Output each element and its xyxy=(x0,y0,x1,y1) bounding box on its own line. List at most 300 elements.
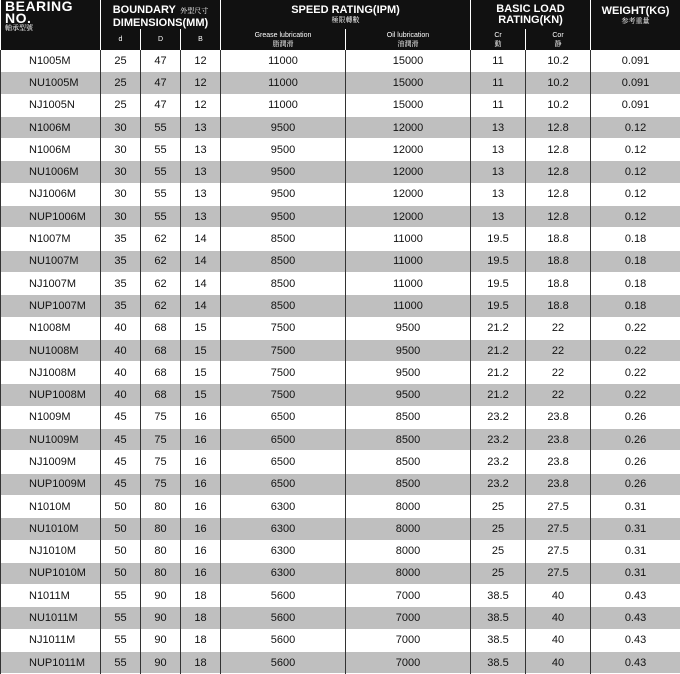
cell-oil: 9500 xyxy=(346,317,471,339)
cell-d: 40 xyxy=(101,317,141,339)
cell-b: 14 xyxy=(181,228,221,250)
cell-b: 12 xyxy=(181,50,221,72)
cell-d: 75 xyxy=(141,451,181,473)
cell-b: 13 xyxy=(181,206,221,228)
grease-cn-label: 脂潤滑 xyxy=(221,40,345,49)
cell-d: 90 xyxy=(141,607,181,629)
cell-d: 30 xyxy=(101,183,141,205)
cell-weight: 0.091 xyxy=(591,72,680,94)
cell-b: 13 xyxy=(181,161,221,183)
cell-b: 16 xyxy=(181,473,221,495)
table-row xyxy=(1,585,680,607)
cell-cr: 13 xyxy=(471,206,526,228)
cell-weight: 0.31 xyxy=(591,495,680,517)
cell-cor: 40 xyxy=(526,652,591,674)
table-row xyxy=(1,495,680,517)
weight-label: WEIGHT(KG) xyxy=(591,6,680,17)
cell-grease: 6300 xyxy=(221,518,346,540)
cell-oil: 9500 xyxy=(346,362,471,384)
table-row xyxy=(1,206,680,228)
cell-weight: 0.43 xyxy=(591,652,680,674)
cell-grease: 8500 xyxy=(221,228,346,250)
cell-b: 18 xyxy=(181,585,221,607)
cell-d: 55 xyxy=(141,183,181,205)
cell-cor: 40 xyxy=(526,607,591,629)
bearing-no-header xyxy=(1,0,101,50)
cell-grease: 6300 xyxy=(221,495,346,517)
cell-cor: 10.2 xyxy=(526,94,591,116)
cell-weight: 0.12 xyxy=(591,206,680,228)
cell-weight: 0.31 xyxy=(591,518,680,540)
cell-grease: 7500 xyxy=(221,339,346,361)
no-label: NO. xyxy=(5,12,100,24)
cell-name: NJ1009M xyxy=(1,451,101,473)
cell-weight: 0.26 xyxy=(591,429,680,451)
cell-name: N1005M xyxy=(1,50,101,72)
cell-b: 15 xyxy=(181,317,221,339)
cell-d: 50 xyxy=(101,540,141,562)
cell-d: 45 xyxy=(101,406,141,428)
cell-weight: 0.22 xyxy=(591,362,680,384)
cell-grease: 9500 xyxy=(221,116,346,138)
cell-oil: 8000 xyxy=(346,562,471,584)
cell-cor: 22 xyxy=(526,339,591,361)
cell-cr: 21.2 xyxy=(471,339,526,361)
cell-d: 68 xyxy=(141,362,181,384)
cell-d: 25 xyxy=(101,72,141,94)
table-row xyxy=(1,94,680,116)
cell-name: NU1010M xyxy=(1,518,101,540)
table-row xyxy=(1,139,680,161)
col-D-header: D xyxy=(141,29,181,50)
cell-oil: 9500 xyxy=(346,384,471,406)
cell-d: 55 xyxy=(141,161,181,183)
cell-cor: 18.8 xyxy=(526,295,591,317)
cell-oil: 9500 xyxy=(346,339,471,361)
cell-b: 13 xyxy=(181,183,221,205)
cell-cor: 22 xyxy=(526,362,591,384)
cell-b: 16 xyxy=(181,518,221,540)
cell-weight: 0.31 xyxy=(591,562,680,584)
cell-name: NU1007M xyxy=(1,250,101,272)
cell-name: NJ1007M xyxy=(1,272,101,294)
cell-d: 90 xyxy=(141,629,181,651)
cell-d: 55 xyxy=(101,607,141,629)
cell-cr: 13 xyxy=(471,161,526,183)
cell-oil: 8500 xyxy=(346,406,471,428)
cell-cr: 11 xyxy=(471,50,526,72)
cell-oil: 7000 xyxy=(346,629,471,651)
cell-b: 18 xyxy=(181,607,221,629)
cell-oil: 7000 xyxy=(346,607,471,629)
cell-grease: 6500 xyxy=(221,429,346,451)
cell-b: 13 xyxy=(181,139,221,161)
cell-b: 15 xyxy=(181,339,221,361)
cell-name: NUP1011M xyxy=(1,652,101,674)
cell-name: N1011M xyxy=(1,585,101,607)
cor-header xyxy=(526,29,591,50)
cell-b: 16 xyxy=(181,562,221,584)
cell-weight: 0.12 xyxy=(591,161,680,183)
cell-weight: 0.43 xyxy=(591,585,680,607)
cell-cr: 38.5 xyxy=(471,629,526,651)
cell-d: 47 xyxy=(141,94,181,116)
cell-b: 12 xyxy=(181,72,221,94)
cell-oil: 11000 xyxy=(346,272,471,294)
cell-d: 30 xyxy=(101,139,141,161)
cell-b: 16 xyxy=(181,495,221,517)
cell-cr: 19.5 xyxy=(471,272,526,294)
cr-label: Cr xyxy=(471,31,525,40)
oil-label: Oil lubrication xyxy=(346,31,470,40)
cell-name: N1007M xyxy=(1,228,101,250)
grease-label: Grease lubrication xyxy=(221,31,345,40)
cell-name: NU1005M xyxy=(1,72,101,94)
table-row xyxy=(1,339,680,361)
table-row xyxy=(1,116,680,138)
cell-d: 55 xyxy=(101,652,141,674)
cell-b: 14 xyxy=(181,272,221,294)
cell-cor: 12.8 xyxy=(526,161,591,183)
boundary-cn-label: 外型尺寸 xyxy=(180,8,208,15)
cell-d: 68 xyxy=(141,317,181,339)
cell-cor: 40 xyxy=(526,585,591,607)
oil-header xyxy=(346,29,471,50)
cell-b: 13 xyxy=(181,116,221,138)
cell-cr: 25 xyxy=(471,562,526,584)
cell-d: 80 xyxy=(141,518,181,540)
cell-grease: 9500 xyxy=(221,161,346,183)
weight-header xyxy=(591,0,680,50)
cell-name: NU1006M xyxy=(1,161,101,183)
table-row xyxy=(1,295,680,317)
table-row xyxy=(1,362,680,384)
cell-b: 18 xyxy=(181,652,221,674)
table-row xyxy=(1,652,680,674)
cell-b: 12 xyxy=(181,94,221,116)
cell-cr: 25 xyxy=(471,518,526,540)
cell-cr: 23.2 xyxy=(471,406,526,428)
cell-name: NJ1011M xyxy=(1,629,101,651)
cell-cr: 13 xyxy=(471,183,526,205)
cell-cr: 23.2 xyxy=(471,429,526,451)
cell-weight: 0.43 xyxy=(591,607,680,629)
cell-oil: 8000 xyxy=(346,540,471,562)
cell-cor: 12.8 xyxy=(526,139,591,161)
cell-d: 45 xyxy=(101,473,141,495)
cell-name: N1008M xyxy=(1,317,101,339)
cell-b: 15 xyxy=(181,384,221,406)
cell-grease: 11000 xyxy=(221,72,346,94)
cell-d: 30 xyxy=(101,206,141,228)
table-header xyxy=(1,0,680,50)
cell-cor: 27.5 xyxy=(526,495,591,517)
cell-weight: 0.26 xyxy=(591,451,680,473)
load-label-1: BASIC LOAD xyxy=(471,4,590,15)
cell-grease: 8500 xyxy=(221,272,346,294)
cell-cr: 21.2 xyxy=(471,384,526,406)
cell-oil: 8000 xyxy=(346,518,471,540)
cell-grease: 7500 xyxy=(221,362,346,384)
cell-grease: 7500 xyxy=(221,384,346,406)
cell-cor: 18.8 xyxy=(526,272,591,294)
cell-d: 55 xyxy=(141,206,181,228)
cell-d: 90 xyxy=(141,585,181,607)
cell-d: 80 xyxy=(141,540,181,562)
cell-name: N1006M xyxy=(1,116,101,138)
cell-oil: 8500 xyxy=(346,451,471,473)
cell-name: N1006M xyxy=(1,139,101,161)
cell-weight: 0.43 xyxy=(591,629,680,651)
load-label-2: RATING(KN) xyxy=(471,15,590,26)
boundary-header xyxy=(101,0,221,29)
cell-d: 90 xyxy=(141,652,181,674)
cell-grease: 8500 xyxy=(221,250,346,272)
cell-oil: 12000 xyxy=(346,206,471,228)
cell-cor: 23.8 xyxy=(526,406,591,428)
cell-cr: 11 xyxy=(471,72,526,94)
cell-d: 75 xyxy=(141,429,181,451)
bearing-cn-label: 軸承型號 xyxy=(5,24,100,33)
cell-weight: 0.26 xyxy=(591,473,680,495)
cell-d: 55 xyxy=(101,585,141,607)
cell-name: N1010M xyxy=(1,495,101,517)
cell-cr: 25 xyxy=(471,495,526,517)
cell-grease: 5600 xyxy=(221,629,346,651)
cell-weight: 0.22 xyxy=(591,339,680,361)
cell-weight: 0.18 xyxy=(591,228,680,250)
cell-grease: 5600 xyxy=(221,652,346,674)
cell-d: 55 xyxy=(101,629,141,651)
cell-b: 15 xyxy=(181,362,221,384)
cell-grease: 6500 xyxy=(221,473,346,495)
speed-rating-cn-label: 極限轉數 xyxy=(221,16,470,25)
cell-b: 18 xyxy=(181,629,221,651)
cell-oil: 7000 xyxy=(346,652,471,674)
cell-d: 35 xyxy=(101,295,141,317)
cell-weight: 0.22 xyxy=(591,384,680,406)
cell-d: 40 xyxy=(101,384,141,406)
cell-d: 55 xyxy=(141,116,181,138)
table-row xyxy=(1,72,680,94)
table-row xyxy=(1,183,680,205)
cell-b: 14 xyxy=(181,250,221,272)
cell-d: 35 xyxy=(101,272,141,294)
boundary-label: BOUNDARY xyxy=(113,4,176,16)
cell-oil: 15000 xyxy=(346,50,471,72)
cell-cr: 25 xyxy=(471,540,526,562)
table-row xyxy=(1,228,680,250)
cell-d: 35 xyxy=(101,250,141,272)
cell-oil: 8000 xyxy=(346,495,471,517)
table-row xyxy=(1,384,680,406)
cell-grease: 5600 xyxy=(221,585,346,607)
cell-oil: 12000 xyxy=(346,183,471,205)
cell-name: NUP1007M xyxy=(1,295,101,317)
dimensions-label: DIMENSIONS(MM) xyxy=(101,18,220,29)
cell-d: 30 xyxy=(101,116,141,138)
cell-cor: 22 xyxy=(526,384,591,406)
cell-name: NJ1010M xyxy=(1,540,101,562)
cell-b: 16 xyxy=(181,429,221,451)
cell-d: 50 xyxy=(101,518,141,540)
cell-d: 68 xyxy=(141,384,181,406)
cell-d: 62 xyxy=(141,272,181,294)
table-row xyxy=(1,451,680,473)
cell-cor: 40 xyxy=(526,629,591,651)
cell-grease: 9500 xyxy=(221,139,346,161)
grease-header xyxy=(221,29,346,50)
table-row xyxy=(1,272,680,294)
cor-cn-label: 静 xyxy=(526,40,590,49)
cell-name: NUP1008M xyxy=(1,384,101,406)
cell-cor: 22 xyxy=(526,317,591,339)
cell-grease: 11000 xyxy=(221,94,346,116)
table-row xyxy=(1,250,680,272)
cell-cr: 13 xyxy=(471,116,526,138)
cell-cr: 11 xyxy=(471,94,526,116)
cell-d: 80 xyxy=(141,562,181,584)
bearing-label: BEARING xyxy=(5,0,100,12)
table-row xyxy=(1,540,680,562)
cell-cor: 12.8 xyxy=(526,183,591,205)
cell-cr: 23.2 xyxy=(471,473,526,495)
cell-oil: 8500 xyxy=(346,473,471,495)
table-body xyxy=(1,50,680,674)
weight-cn-label: 参考重量 xyxy=(591,17,680,26)
cell-cr: 19.5 xyxy=(471,228,526,250)
cell-b: 16 xyxy=(181,451,221,473)
cell-d: 75 xyxy=(141,473,181,495)
cell-grease: 6300 xyxy=(221,562,346,584)
cell-d: 25 xyxy=(101,50,141,72)
speed-rating-label: SPEED RATING(IPM) xyxy=(221,5,470,16)
table-row xyxy=(1,406,680,428)
cell-d: 25 xyxy=(101,94,141,116)
cell-name: NJ1008M xyxy=(1,362,101,384)
cell-b: 16 xyxy=(181,406,221,428)
table-row xyxy=(1,607,680,629)
cell-d: 68 xyxy=(141,339,181,361)
cell-b: 14 xyxy=(181,295,221,317)
cell-cr: 19.5 xyxy=(471,295,526,317)
cell-weight: 0.31 xyxy=(591,540,680,562)
cell-cor: 27.5 xyxy=(526,518,591,540)
cell-d: 50 xyxy=(101,495,141,517)
cell-cor: 23.8 xyxy=(526,473,591,495)
cell-weight: 0.091 xyxy=(591,50,680,72)
cell-name: NJ1006M xyxy=(1,183,101,205)
cell-d: 30 xyxy=(101,161,141,183)
cell-d: 45 xyxy=(101,429,141,451)
cell-cor: 10.2 xyxy=(526,50,591,72)
cell-grease: 7500 xyxy=(221,317,346,339)
table-row xyxy=(1,473,680,495)
cell-cr: 38.5 xyxy=(471,652,526,674)
cr-header xyxy=(471,29,526,50)
cell-oil: 12000 xyxy=(346,139,471,161)
cell-cor: 27.5 xyxy=(526,562,591,584)
cell-weight: 0.26 xyxy=(591,406,680,428)
cell-cor: 18.8 xyxy=(526,228,591,250)
cell-d: 62 xyxy=(141,295,181,317)
cell-name: NU1008M xyxy=(1,339,101,361)
cell-cr: 38.5 xyxy=(471,607,526,629)
cell-cr: 21.2 xyxy=(471,362,526,384)
col-B-header: B xyxy=(181,29,221,50)
cell-grease: 8500 xyxy=(221,295,346,317)
table-row xyxy=(1,518,680,540)
cr-cn-label: 動 xyxy=(471,40,525,49)
cell-oil: 15000 xyxy=(346,94,471,116)
cell-cor: 12.8 xyxy=(526,116,591,138)
cell-oil: 7000 xyxy=(346,585,471,607)
cell-name: NJ1005N xyxy=(1,94,101,116)
cell-d: 62 xyxy=(141,250,181,272)
cell-name: NU1009M xyxy=(1,429,101,451)
cell-cr: 13 xyxy=(471,139,526,161)
cell-cr: 19.5 xyxy=(471,250,526,272)
cell-name: NUP1009M xyxy=(1,473,101,495)
cell-d: 40 xyxy=(101,362,141,384)
cell-oil: 11000 xyxy=(346,250,471,272)
oil-cn-label: 油潤滑 xyxy=(346,40,470,49)
cell-oil: 11000 xyxy=(346,295,471,317)
table-row xyxy=(1,317,680,339)
cell-cr: 23.2 xyxy=(471,451,526,473)
cell-d: 35 xyxy=(101,228,141,250)
cell-grease: 11000 xyxy=(221,50,346,72)
cell-name: NUP1010M xyxy=(1,562,101,584)
cell-name: NU1011M xyxy=(1,607,101,629)
cell-d: 40 xyxy=(101,339,141,361)
table-row xyxy=(1,161,680,183)
cell-oil: 11000 xyxy=(346,228,471,250)
cell-d: 75 xyxy=(141,406,181,428)
cell-d: 55 xyxy=(141,139,181,161)
cell-d: 80 xyxy=(141,495,181,517)
cell-weight: 0.18 xyxy=(591,295,680,317)
cell-cr: 38.5 xyxy=(471,585,526,607)
speed-rating-header xyxy=(221,0,471,29)
cell-cor: 27.5 xyxy=(526,540,591,562)
cell-oil: 12000 xyxy=(346,161,471,183)
cell-d: 45 xyxy=(101,451,141,473)
load-rating-header xyxy=(471,0,591,29)
cell-grease: 9500 xyxy=(221,206,346,228)
cell-weight: 0.091 xyxy=(591,94,680,116)
cell-d: 62 xyxy=(141,228,181,250)
cell-cor: 12.8 xyxy=(526,206,591,228)
cell-cor: 23.8 xyxy=(526,429,591,451)
col-d-header: d xyxy=(101,29,141,50)
cell-cr: 21.2 xyxy=(471,317,526,339)
cor-label: Cor xyxy=(526,31,590,40)
table-row xyxy=(1,50,680,72)
table-row xyxy=(1,629,680,651)
cell-weight: 0.22 xyxy=(591,317,680,339)
cell-grease: 6300 xyxy=(221,540,346,562)
cell-cor: 18.8 xyxy=(526,250,591,272)
cell-d: 50 xyxy=(101,562,141,584)
cell-d: 47 xyxy=(141,72,181,94)
table-row xyxy=(1,429,680,451)
table-row xyxy=(1,562,680,584)
cell-grease: 6500 xyxy=(221,451,346,473)
cell-cor: 23.8 xyxy=(526,451,591,473)
cell-weight: 0.12 xyxy=(591,139,680,161)
cell-grease: 9500 xyxy=(221,183,346,205)
